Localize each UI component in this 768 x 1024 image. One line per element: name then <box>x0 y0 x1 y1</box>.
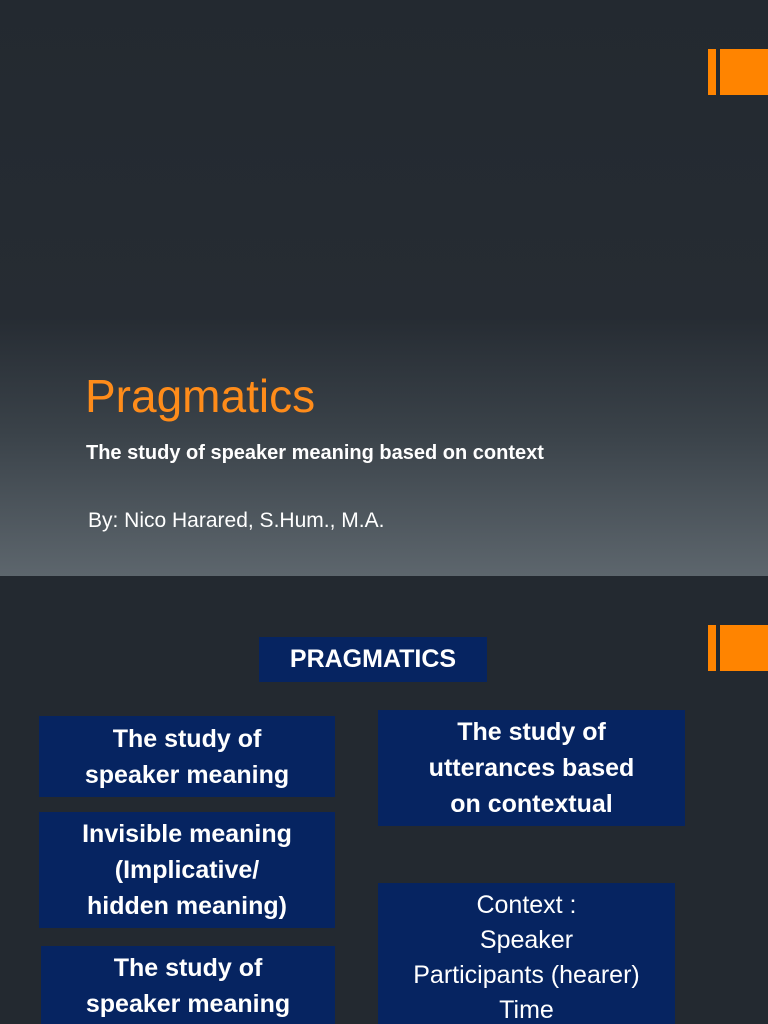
accent-decoration <box>708 625 768 671</box>
accent-block <box>720 49 768 95</box>
box-invisible-meaning: Invisible meaning (Implicative/ hidden meaning) <box>39 812 335 928</box>
slide-subtitle: The study of speaker meaning based on context <box>86 442 544 464</box>
accent-bar <box>708 49 716 95</box>
slide-title-text: Pragmatics <box>85 370 316 422</box>
accent-block <box>720 625 768 671</box>
box-speaker-meaning: The study of speaker meaning <box>39 716 335 797</box>
box-utterances: The study of utterances based on contextual <box>378 710 685 826</box>
slide-pragmatics <box>0 576 768 1024</box>
author-line: By: Nico Harared, S.Hum., M.A. <box>88 509 385 532</box>
pragmatics-heading: PRAGMATICS <box>259 637 487 682</box>
box-context: Context : Speaker Participants (hearer) Time <box>378 883 675 1024</box>
accent-bar <box>708 625 716 671</box>
box-speaker-meaning-2: The study of speaker meaning <box>41 946 335 1024</box>
accent-decoration <box>708 49 768 95</box>
